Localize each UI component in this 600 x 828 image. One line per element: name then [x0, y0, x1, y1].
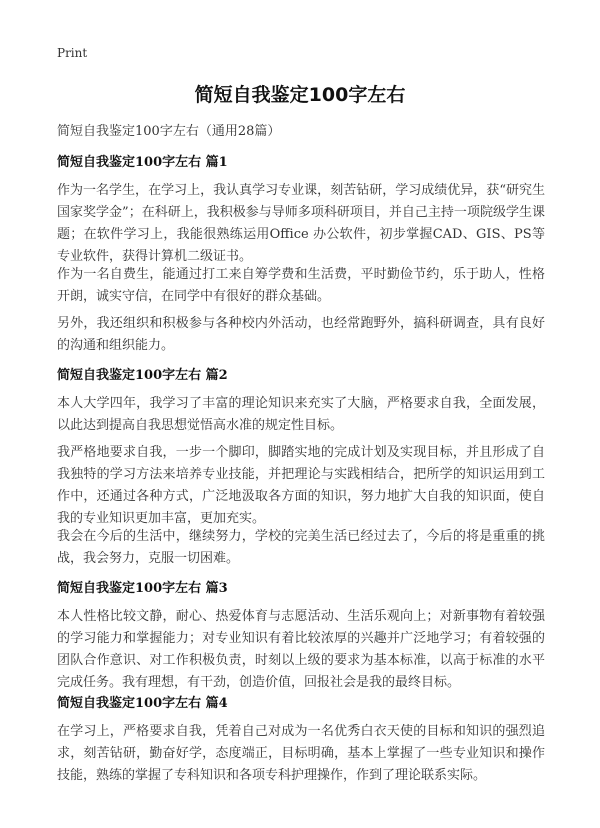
- section-1-paragraph-1: 作为一名学生，在学习上，我认真学习专业课，刻苦钻研，学习成绩优异，获“研究生国家奖学金”；在科研上，我积极参与导师多项科研项目，并自己主持一项院级学生课题；在软件学习上，我能很熟练运用Office 办公软件，初步掌握CAD、GIS、PS等专业软件，获得计算机二级证书。: [57, 183, 545, 264]
- page-subtitle: 简短自我鉴定100字左右（通用28篇）: [57, 124, 281, 139]
- section-3-paragraph-1: 本人性格比较文静，耐心、热爱体育与志愿活动、生活乐观向上；对新事物有着较强的学习能力和掌握能力；对专业知识有着比较浓厚的兴趣并广泛地学习；有着较强的团队合作意识、对工作积极负责，时刻以上级的要求为基本标准，以高于标准的水平完成任务。我有理想，有干劲，创造价值，回报社会是我的最终目标。: [57, 609, 545, 690]
- section-heading-4: 简短自我鉴定100字左右 篇4: [57, 696, 228, 711]
- section-heading-3: 简短自我鉴定100字左右 篇3: [57, 581, 228, 596]
- section-2-paragraph-3: 我会在今后的生活中，继续努力，学校的完美生活已经过去了，今后的将是重重的挑战，我会努力，克服一切困难。: [57, 529, 545, 566]
- section-2-paragraph-1: 本人大学四年，我学习了丰富的理论知识来充实了大脑，严格要求自我，全面发展，以此达到提高自我思想觉悟高水准的规定性目标。: [57, 396, 545, 433]
- section-2-paragraph-2: 我严格地要求自我，一步一个脚印，脚踏实地的完成计划及实现目标，并且形成了自我独特的学习方法来培养专业技能，并把理论与实践相结合，把所学的知识运用到工作中，还通过各种方式，广泛地汲取各方面的知识，努力地扩大自我的知识面，使自我的专业知识更加丰富，更加充实。: [57, 445, 545, 526]
- print-link[interactable]: Print: [57, 46, 88, 60]
- section-1-paragraph-3: 另外，我还组织和积极参与各种校内外活动，也经常跑野外，搞科研调查，具有良好的沟通和组织能力。: [57, 316, 545, 353]
- section-4-paragraph-1: 在学习上，严格要求自我，凭着自己对成为一名优秀白衣天使的目标和知识的强烈追求，刻苦钻研，勤奋好学，态度端正，目标明确，基本上掌握了一些专业知识和操作技能，熟练的掌握了专科知识和各项专科护理操作，作到了理论联系实际。: [57, 724, 545, 783]
- section-1-paragraph-2: 作为一名自费生，能通过打工来自筹学费和生活费，平时勤俭节约，乐于助人，性格开朗，诚实守信，在同学中有很好的群众基础。: [57, 267, 545, 304]
- section-heading-2: 简短自我鉴定100字左右 篇2: [57, 368, 228, 383]
- page-title: 简短自我鉴定100字左右: [194, 84, 406, 106]
- section-heading-1: 简短自我鉴定100字左右 篇1: [57, 155, 228, 170]
